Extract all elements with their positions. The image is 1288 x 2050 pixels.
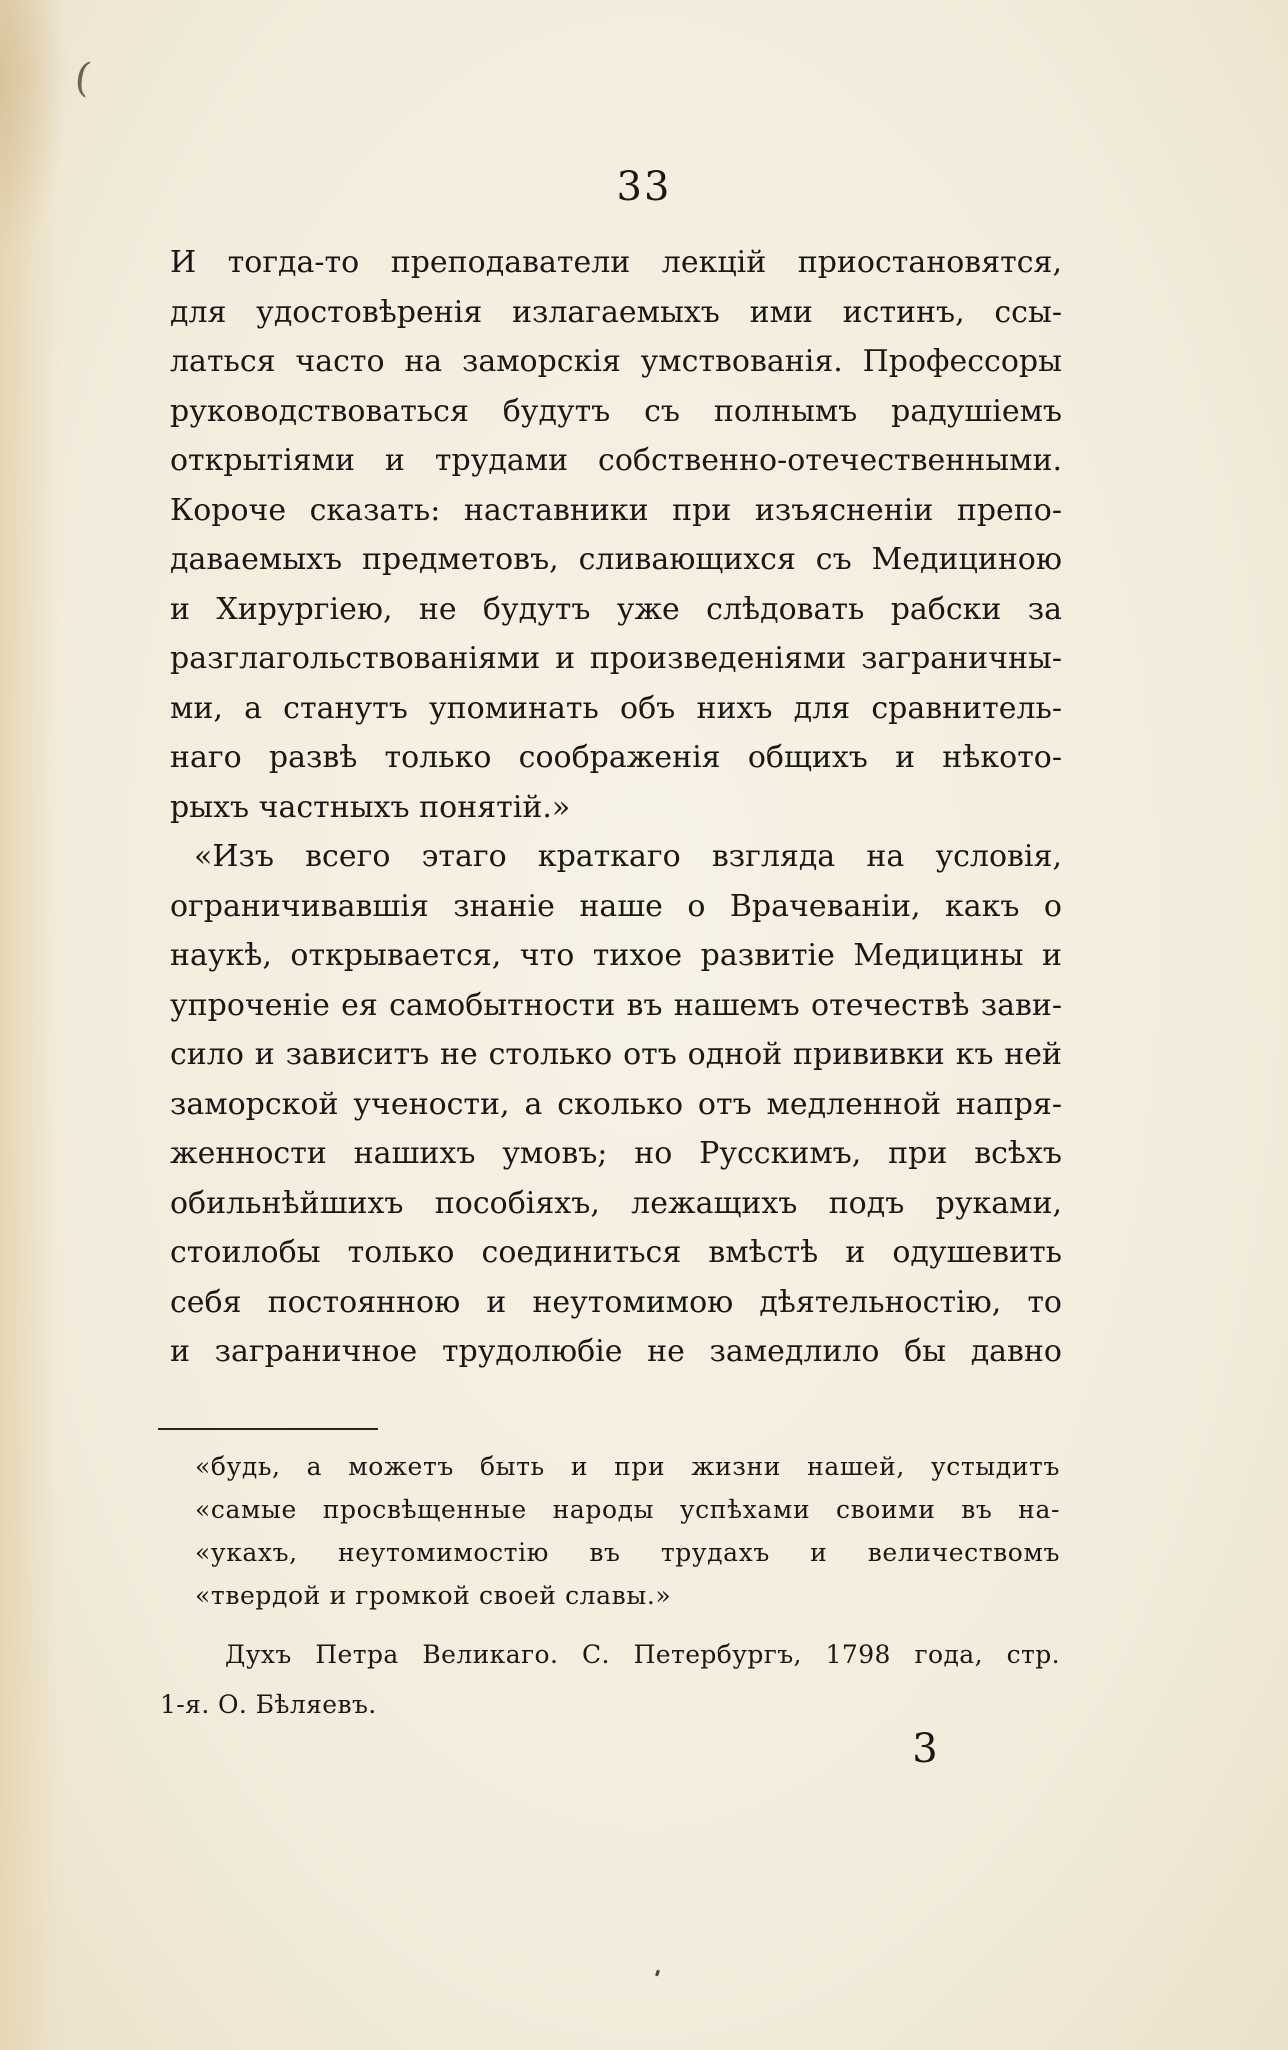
citation-block bbox=[160, 1630, 1060, 1730]
main-text bbox=[170, 238, 1062, 1377]
text-line: открытіями и трудами собственно-отечественными. bbox=[170, 443, 1062, 478]
text-line: заморской учености, а сколько отъ медленной напря- bbox=[170, 1086, 1062, 1122]
paragraph-start-line: «Изъ всего этаго краткаго взгляда на условія, bbox=[194, 839, 1062, 874]
text-line: наукѣ, открывается, что тихое развитіе Медицины и bbox=[170, 938, 1062, 973]
footnote-line: «будь, а можетъ быть и при жизни нашей, устыдитъ bbox=[195, 1452, 1060, 1481]
page-edge-shading bbox=[0, 0, 60, 2050]
text-line: ограничивавшія знаніе наше о Врачеваніи, какъ о bbox=[170, 888, 1062, 924]
text-line: руководствоваться будутъ съ полнымъ радушіемъ bbox=[170, 393, 1062, 429]
text-line: и заграничное трудолюбіе не замедлило бы давно bbox=[170, 1334, 1062, 1369]
text-line: рыхъ частныхъ понятій.» bbox=[170, 789, 571, 825]
citation-line: 1-я. О. Бѣляевъ. bbox=[160, 1690, 377, 1719]
paper-stain bbox=[0, 0, 70, 260]
footnote-line: «твердой и громкой своей славы.» bbox=[195, 1581, 672, 1610]
text-line: ми, а станутъ упоминать объ нихъ для сравнитель- bbox=[170, 690, 1062, 726]
citation-line: Духъ Петра Великаго. С. Петербургъ, 1798 года, стр. bbox=[225, 1640, 1060, 1669]
pencil-mark: ( bbox=[71, 54, 94, 102]
signature-mark: 3 bbox=[912, 1726, 938, 1772]
text-line: Короче сказать: наставники при изъясненіи препо- bbox=[170, 492, 1062, 528]
text-line: сило и зависитъ не столько отъ одной прививки къ ней bbox=[170, 1037, 1062, 1072]
paper-speck bbox=[655, 1970, 660, 1977]
footnote-line: «укахъ, неутомимостію въ трудахъ и величествомъ bbox=[195, 1538, 1060, 1567]
footnote-block bbox=[195, 1445, 1060, 1617]
text-line: наго развѣ только соображенія общихъ и нѣкото- bbox=[170, 740, 1062, 775]
text-line: себя постоянною и неутомимою дѣятельностію, то bbox=[170, 1284, 1062, 1320]
text-line: упроченіе ея самобытности въ нашемъ отечествѣ зави- bbox=[170, 987, 1062, 1023]
text-line: женности нашихъ умовъ; но Русскимъ, при всѣхъ bbox=[170, 1136, 1062, 1171]
text-line: для удостовѣренія излагаемыхъ ими истинъ, ссы- bbox=[170, 294, 1062, 330]
text-line: обильнѣйшихъ пособіяхъ, лежащихъ подъ руками, bbox=[170, 1185, 1062, 1221]
text-line: разглагольствованіями и произведеніями заграничны- bbox=[170, 641, 1062, 676]
page-number: 33 bbox=[616, 164, 672, 210]
text-line: даваемыхъ предметовъ, сливающихся съ Медициною bbox=[170, 542, 1062, 577]
text-line: стоилобы только соединиться вмѣстѣ и одушевить bbox=[170, 1235, 1062, 1270]
footnote-divider bbox=[158, 1428, 378, 1430]
text-line: И тогда-то преподаватели лекцій приостановятся, bbox=[170, 245, 1062, 280]
text-line: латься часто на заморскія умствованія. Профессоры bbox=[170, 344, 1062, 379]
footnote-line: «самые просвѣщенные народы успѣхами своими въ на- bbox=[195, 1495, 1060, 1524]
text-line: и Хирургіею, не будутъ уже слѣдовать рабски за bbox=[170, 591, 1062, 627]
